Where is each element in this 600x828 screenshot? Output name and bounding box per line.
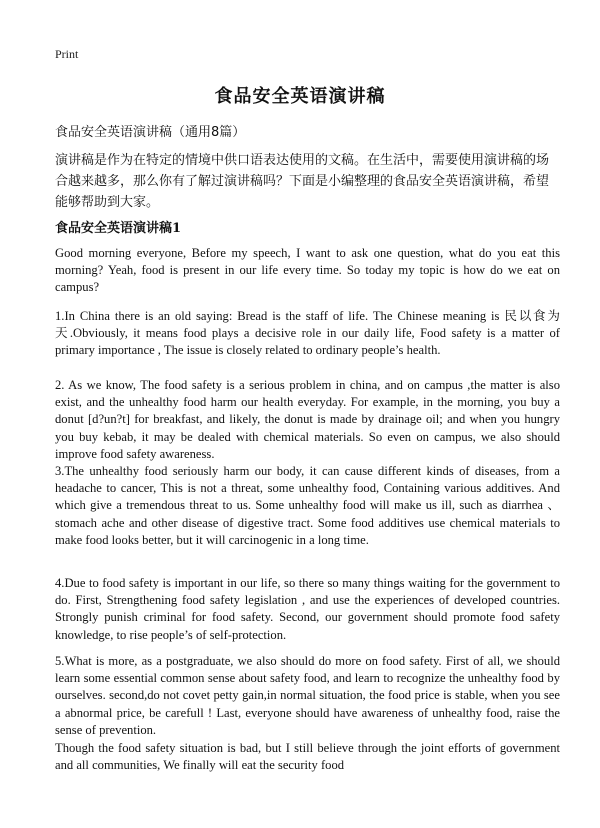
body-paragraph-5: 4.Due to food safety is important in our life, so there so many things waiting for the government to do. First, Strengthening food safety legislation , and use the experiences of developed countries. Strongly punish criminal for food safety. Second, our government should promote food safety knowledge, to rise people’s of self-protection.: [55, 576, 560, 642]
body-paragraph-7: Though the food safety situation is bad, but I still believe through the joint efforts of government and all communities, We finally will eat the security food: [55, 741, 560, 773]
body-paragraph-2: 1.In China there is an old saying: Bread is the staff of life. The Chinese meaning is 民以食为天.Obviously, it means food plays a decisive role in our daily life, Food safety is a matter of primary importance , The issue is closely related to ordinary people’s health.: [55, 309, 560, 358]
section-heading: 食品安全英语演讲稿1: [55, 221, 182, 236]
intro-paragraph: 演讲稿是作为在特定的情境中供口语表达使用的文稿。在生活中，需要使用演讲稿的场合越来越多，那么你有了解过演讲稿吗？下面是小编整理的食品安全英语演讲稿，希望能够帮助到大家。: [55, 153, 550, 210]
body-paragraph-3: 2. As we know, The food safety is a serious problem in china, and on campus ,the matter is also exist, and the unhealthy food harm our health everyday. For example, in the morning, you buy a donut [d?un?t] for breakfast, and likely, the donut is made by drainage oil; and when you hungry you buy kebab, it may be dealed with chemical materials. So even on campus, we also should improve food safety awareness.: [55, 378, 560, 461]
document-subtitle: 食品安全英语演讲稿（通用8篇）: [55, 125, 246, 140]
print-link[interactable]: Print: [55, 47, 79, 61]
body-paragraph-4: 3.The unhealthy food seriously harm our body, it can cause different kinds of diseases, from a headache to cancer, This is not a threat, some unhealthy food, Containing various additives. And which give a tremendous threat to us. Some unhealthy food will make us ill, such as diarrhea 、 stomach ache and other disease of digestive tract. Some food additives use chemical materials to make food looks better, but it will carcinogenic in a long time.: [55, 464, 560, 547]
body-paragraph-1: Good morning everyone, Before my speech, I want to ask one question, what do you eat this morning? Yeah, food is present in our life every time. So today my topic is how do we eat on campus?: [55, 246, 560, 295]
body-paragraph-6: 5.What is more, as a postgraduate, we also should do more on food safety. First of all, we should learn some essential common sense about safety food, and learn to recognize the unhealthy food by ourselves. second,do not covet petty gain,in normal situation, the food price is stable, when you see a abnormal price, be carefull ! Last, everyone should have awareness of unhealthy food, raise the sense of prevention.: [55, 654, 560, 737]
page-title: 食品安全英语演讲稿: [214, 86, 386, 107]
